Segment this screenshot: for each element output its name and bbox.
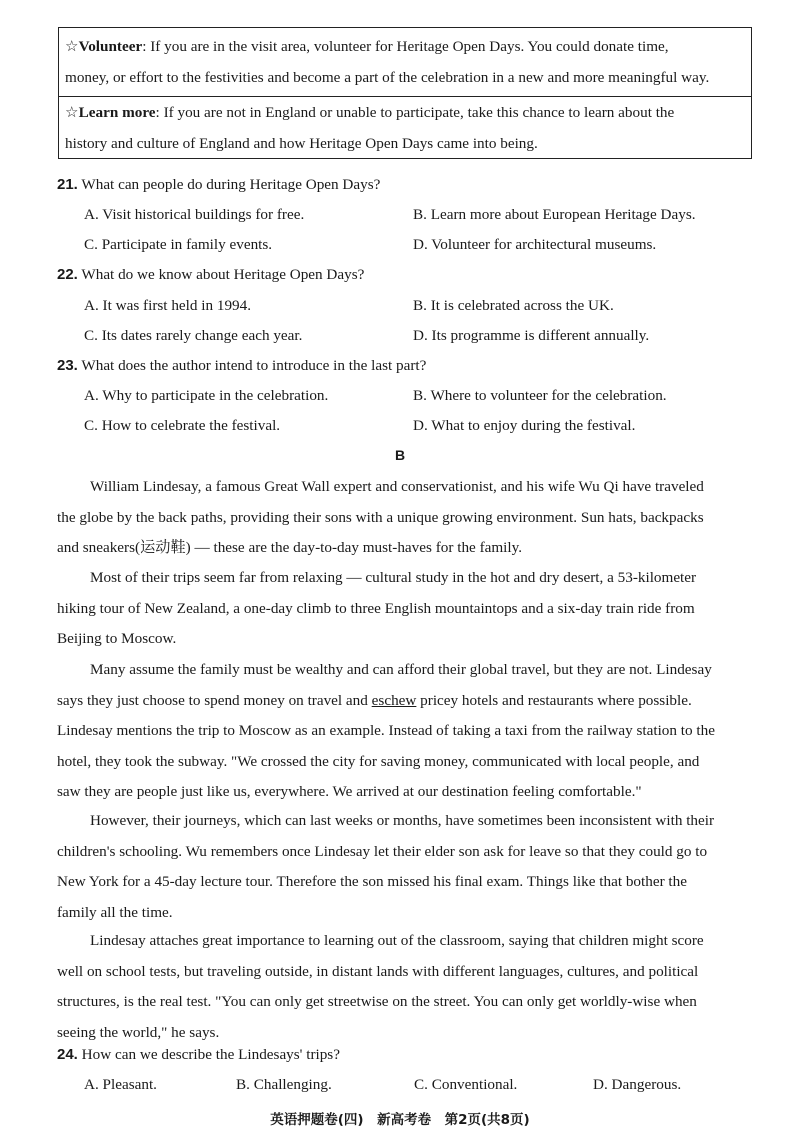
option-21-d: D. Volunteer for architectural museums. [413,236,657,253]
paragraph-line: However, their journeys, which can last weeks or months, have sometimes been inconsistent with their [90,812,715,829]
page-footer: 英语押题卷(四) 新高考卷 第2页(共8页) [270,1112,530,1128]
option-24-b: B. Challenging. [236,1076,332,1093]
section-heading: B [394,447,406,463]
paragraph-line: saw they are people just like us, everywhere. We arrived at our destination feeling comfortable." [57,783,642,800]
option-21-c: C. Participate in family events. [84,236,273,253]
paragraph-line: well on school tests, but traveling outside, in distant lands with different languages, cultures, and political [57,962,699,980]
paragraph-line: Most of their trips seem far from relaxing — cultural study in the hot and dry desert, a 53-kilometer [90,569,697,586]
volunteer-line-2: money, or effort to the festivities and become a part of the celebration in a new and more meaningful way. [65,69,710,86]
paragraph-line: the globe by the back paths, providing their sons with a unique growing environment. Sun hats, backpacks [57,508,704,526]
question-23 [57,357,426,375]
paragraph-line: Lindesay mentions the trip to Moscow as an example. Instead of taking a taxi from the railway station to the [57,722,715,739]
question-number: 23. [57,357,78,374]
question-22 [57,266,364,284]
volunteer-label: Volunteer [78,38,143,55]
option-23-b: B. Where to volunteer for the celebration. [413,387,667,404]
question-text: What do we know about Heritage Open Days? [81,266,365,283]
option-24-c: C. Conventional. [414,1076,518,1093]
option-22-b: B. It is celebrated across the UK. [413,297,614,314]
underlined-word: eschew [371,691,417,709]
learn-more-line-1: ☆Learn more: If you are not in England or unable to participate, take this chance to learn about the [65,104,675,121]
option-24-d: D. Dangerous. [593,1076,682,1093]
option-22-c: C. Its dates rarely change each year. [84,327,303,344]
question-number: 24. [57,1046,78,1063]
question-text: How can we describe the Lindesays' trips? [81,1046,340,1063]
question-number: 21. [57,176,78,193]
question-number: 22. [57,266,78,283]
question-21 [57,176,380,194]
paragraph-line: William Lindesay, a famous Great Wall expert and conservationist, and his wife Wu Qi have traveled [90,478,704,495]
paragraph-line: Many assume the family must be wealthy and can afford their global travel, but they are not. Lindesay [90,661,712,678]
question-text: What does the author intend to introduce in the last part? [81,357,427,374]
volunteer-section [59,31,751,93]
option-23-d: D. What to enjoy during the festival. [413,417,636,434]
paragraph-4 [57,806,757,928]
question-24 [57,1046,340,1064]
paragraph-line: New York for a 45-day lecture tour. Therefore the son missed his final exam. Things like that bother the [57,873,687,890]
paragraph-line: and sneakers(运动鞋) — these are the day-to-day must-haves for the family. [57,539,523,556]
star-icon: ☆ [65,38,79,55]
option-22-a: A. It was first held in 1994. [84,297,252,314]
volunteer-line-1: ☆Volunteer: If you are in the visit area, volunteer for Heritage Open Days. You could donate time, [65,38,669,55]
paragraph-5 [57,926,757,1048]
info-box [58,27,752,159]
option-23-c: C. How to celebrate the festival. [84,417,281,434]
learn-more-label: Learn more [78,104,156,121]
paragraph-1 [57,472,757,564]
paragraph-line: hotel, they took the subway. "We crossed the city for saving money, communicated with local people, and [57,752,700,770]
option-23-a: A. Why to participate in the celebration. [84,387,329,404]
paragraph-2 [57,563,757,655]
paragraph-line: hiking tour of New Zealand, a one-day climb to three English mountaintops and a six-day train ride from [57,599,695,617]
paragraph-line: seeing the world," he says. [57,1023,220,1041]
option-21-a: A. Visit historical buildings for free. [84,206,305,223]
paragraph-line: family all the time. [57,903,173,921]
learn-more-section [59,96,751,159]
paragraph-line: structures, is the real test. "You can only get streetwise on the street. You can only get worldly-wise when [57,993,697,1010]
paragraph-line: children's schooling. Wu remembers once Lindesay let their elder son ask for leave so that they could go to [57,842,708,860]
option-24-a: A. Pleasant. [84,1076,157,1093]
paragraph-line: Beijing to Moscow. [57,630,177,647]
star-icon: ☆ [65,104,79,121]
option-22-d: D. Its programme is different annually. [413,327,650,344]
option-21-b: B. Learn more about European Heritage Days. [413,206,696,223]
learn-more-line-2: history and culture of England and how Heritage Open Days came into being. [65,135,538,152]
paragraph-line: Lindesay attaches great importance to learning out of the classroom, saying that children might score [90,932,704,949]
paragraph-line: says they just choose to spend money on travel and eschew pricey hotels and restaurants where possible. [57,691,692,709]
question-text: What can people do during Heritage Open Days? [81,176,381,193]
paragraph-3 [57,655,757,808]
